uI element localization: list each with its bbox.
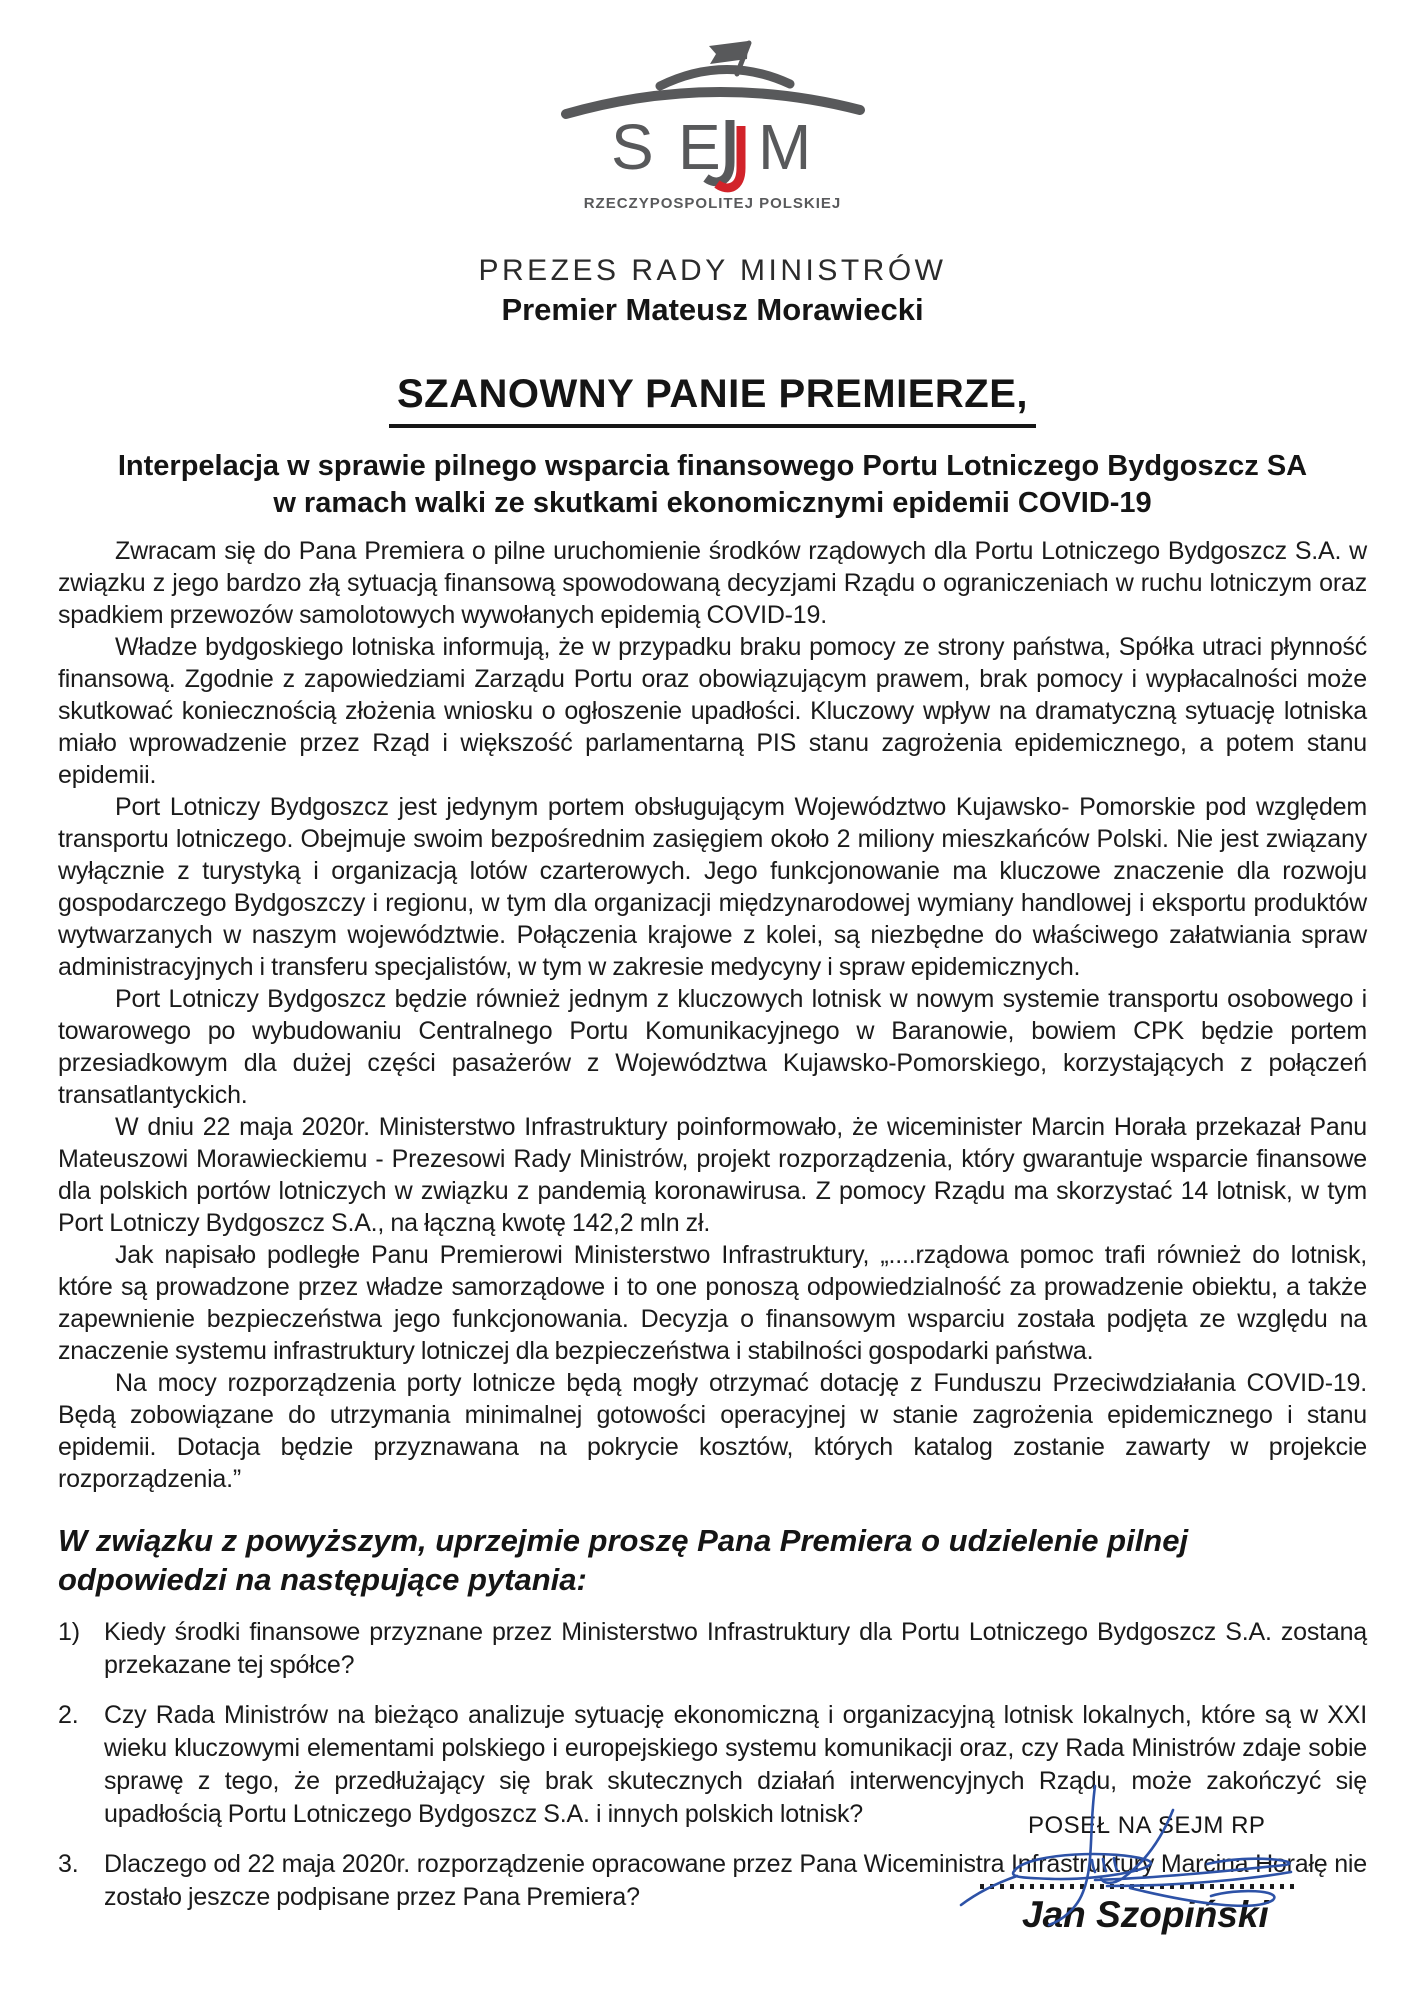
questions-intro-line-1: W związku z powyższym, uprzejmie proszę Pana Premiera o udzielenie pilnej	[58, 1523, 1189, 1558]
salutation-wrap	[58, 372, 1367, 428]
sejm-dome-icon	[558, 34, 868, 194]
salutation: SZANOWNY PANIE PREMIERZE,	[389, 372, 1036, 428]
subject-line-1: Interpelacja w sprawie pilnego wsparcia finansowego Portu Lotniczego Bydgoszcz SA	[117, 450, 1308, 482]
logo-subtitle: RZECZYPOSPOLITEJ POLSKIEJ	[583, 195, 842, 212]
questions-intro-line-2: odpowiedzi na następujące pytania:	[58, 1562, 587, 1597]
question-text: Dlaczego od 22 maja 2020r. rozporządzenie opracowane przez Pana Wiceministra Infrastruktury Marcina Horałę nie zostało jeszcze podpisane przez Pana Premiera?	[104, 1850, 1367, 1911]
signature-dotted-line	[980, 1884, 1300, 1889]
questions-intro	[58, 1521, 1367, 1599]
question-text: Kiedy środki finansowe przyznane przez Ministerstwo Infrastruktury dla Portu Lotniczego Bydgoszcz S.A. zostaną przekazane tej spółce?	[104, 1618, 1367, 1679]
question-number: 2.	[58, 1701, 79, 1729]
recipient-title: PREZES RADY MINISTRÓW	[478, 254, 947, 287]
signature-name: Jan Szopiński	[1022, 1894, 1269, 1935]
signature-role: POSEŁ NA SEJM RP	[1028, 1812, 1266, 1839]
question-text: Czy Rada Ministrów na bieżąco analizuje sytuację ekonomiczną i organizacyjną lotnisk lokalnych, które są w XXI wieku kluczowymi elementami polskiego i europejskiego systemu komunikacji oraz, czy Rada Ministrów zdaje sobie sprawę z tego, że przedłużający się brak skutecznych działań interwencyjnych Rządu, może zakończyć się upadłością Portu Lotniczego Bydgoszcz S.A. i innych polskich lotnisk?	[104, 1701, 1367, 1828]
paragraph: Port Lotniczy Bydgoszcz jest jedynym portem obsługującym Województwo Kujawsko- Pomorskie pod względem transportu lotniczego. Obejmuje swoim bezpośrednim zasięgiem około 2 miliony mieszkańców Polski. Nie jest związany wyłącznie z turystyką i organizacją lotów czarterowych. Jego funkcjonowanie ma kluczowe znaczenie dla rozwoju gospodarczego Bydgoszczy i regionu, w tym dla organizacji międzynarodowej wymiany handlowej i eksportu produktów wytwarzanych w naszym województwie. Połączenia krajowe z kolei, są niezbędne do właściwego załatwiania spraw administracyjnych i transferu specjalistów, w tym w zakresie medycyny i spraw epidemicznych.	[58, 793, 1367, 981]
signature-block	[980, 1812, 1300, 1936]
recipient-name: Premier Mateusz Morawiecki	[501, 292, 924, 327]
subject	[58, 448, 1367, 522]
question-number: 1)	[58, 1618, 80, 1646]
logo-letter-m: M	[757, 111, 811, 183]
paragraph: W dniu 22 maja 2020r. Ministerstwo Infrastruktury poinformowało, że wiceminister Marcin Horała przekazał Panu Mateuszowi Morawieckiemu - Prezesowi Rady Ministrów, projekt rozporządzenia, który gwarantuje wsparcie finansowe dla polskich portów lotniczych w związku z pandemią koronawirusa. Z pomocy Rządu ma skorzystać 14 lotnisk, w tym Port Lotniczy Bydgoszcz S.A., na łączną kwotę 142,2 mln zł.	[58, 1113, 1367, 1237]
paragraph: Zwracam się do Pana Premiera o pilne uruchomienie środków rządowych dla Portu Lotniczego Bydgoszcz S.A. w związku z jego bardzo złą sytuacją finansową spowodowaną decyzjami Rządu o ograniczeniach w ruchu lotniczym oraz spadkiem przewozów samolotowych wywołanych epidemią COVID-19.	[58, 537, 1367, 629]
sejm-logo	[58, 34, 1367, 212]
subject-line-2: w ramach walki ze skutkami ekonomicznymi epidemii COVID-19	[273, 487, 1152, 519]
cupola-arc-icon	[660, 69, 790, 86]
paragraph: Jak napisało podległe Panu Premierowi Ministerstwo Infrastruktury, „....rządowa pomoc trafi również do lotnisk, które są prowadzone przez władze samorządowe i to one ponoszą odpowiedzialność za prowadzenie obiektu, a także zapewnienie bezpieczeństwa jego funkcjonowania. Decyzja o finansowym wsparciu została podjęta ze względu na znaczenie systemu infrastruktury lotniczej dla bezpieczeństwa i stabilności gospodarki państwa.	[58, 1241, 1367, 1365]
paragraph: Władze bydgoskiego lotniska informują, że w przypadku braku pomocy ze strony państwa, Spółka utraci płynność finansową. Zgodnie z zapowiedziami Zarządu Portu oraz obowiązującym prawem, brak pomocy i wypłacalności może skutkować koniecznością złożenia wniosku o ogłoszenie upadłości. Kluczowy wpływ na dramatyczną sytuację lotniska miało wprowadzenie przez Rząd i większość parlamentarną PIS stanu zagrożenia epidemicznego, a potem stanu epidemii.	[58, 633, 1367, 789]
logo-letter-s: S	[610, 111, 654, 183]
recipient-block	[58, 254, 1367, 328]
paragraph: Na mocy rozporządzenia porty lotnicze będą mogły otrzymać dotację z Funduszu Przeciwdziałania COVID-19. Będą zobowiązane do utrzymania minimalnej gotowości operacyjnej w stanie zagrożenia epidemicznego i stanu epidemii. Dotacja będzie przyznawana na pokrycie kosztów, których katalog zostanie zawarty w projekcie rozporządzenia.”	[58, 1369, 1367, 1493]
letter-body	[58, 535, 1367, 1495]
logo-letter-e: E	[677, 111, 721, 183]
question-number: 3.	[58, 1850, 79, 1878]
document-content	[0, 34, 1425, 1914]
question-item	[58, 1616, 1367, 1682]
paragraph: Port Lotniczy Bydgoszcz będzie również jednym z kluczowych lotnisk w nowym systemie transportu osobowego i towarowego po wybudowaniu Centralnego Portu Komunikacyjnego w Baranowie, bowiem CPK będzie portem przesiadkowym dla dużej części pasażerów z Województwa Kujawsko-Pomorskiego, korzystających z połączeń transatlantyckich.	[58, 985, 1367, 1109]
